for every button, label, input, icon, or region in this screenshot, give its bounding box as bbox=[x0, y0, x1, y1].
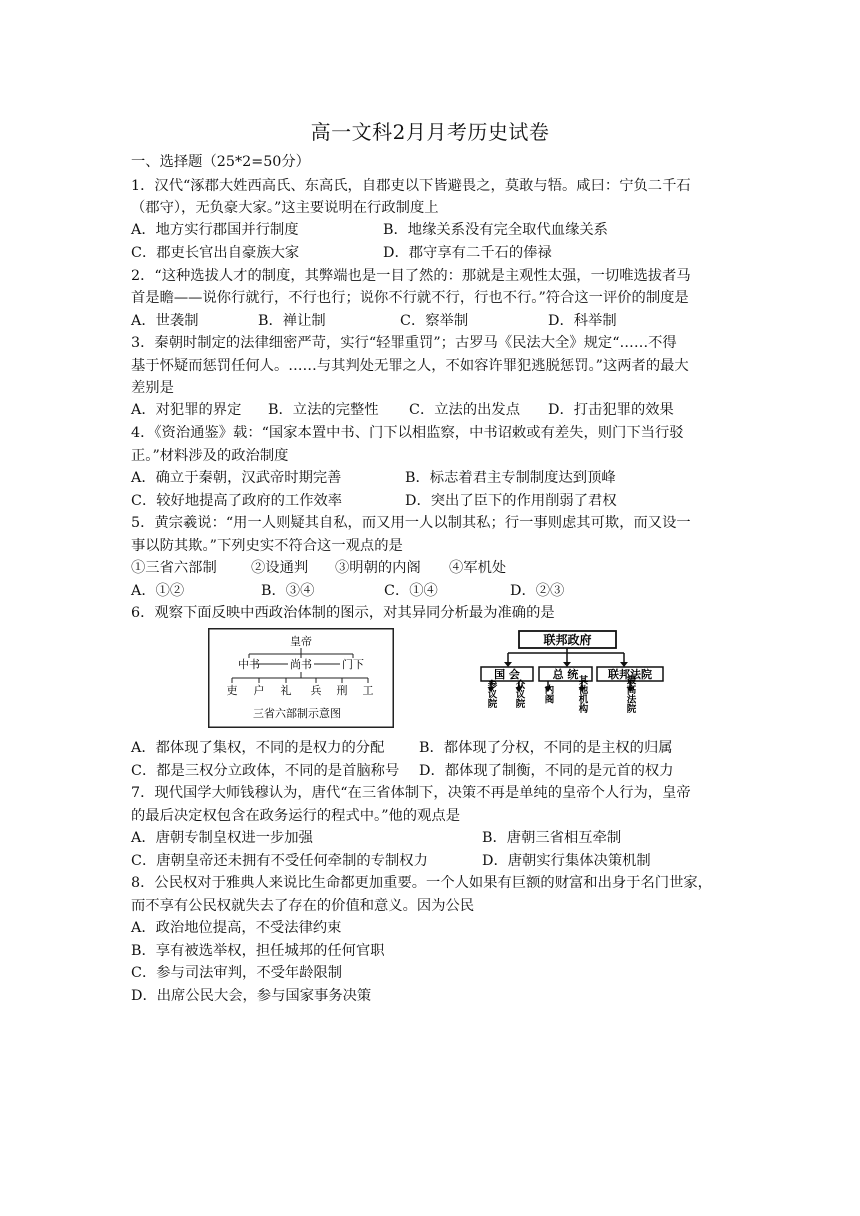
q5-stem-line-2: 事以防其欺。”下列史实不符合这一观点的是 bbox=[131, 538, 403, 554]
three-departments-diagram bbox=[208, 628, 394, 728]
diagram-congress-label: 国 会 bbox=[494, 668, 520, 681]
diagram-emperor-label: 皇帝 bbox=[290, 635, 312, 648]
q8-stem-line-1: 8．公民权对于雅典人来说比生命都更加重要。一个人如果有巨额的财富和出身于名门世家， bbox=[131, 875, 712, 891]
q6-option-c: C．都是三权分立政体，不同的是首脑称号 bbox=[131, 763, 400, 779]
diagram-cabinet-label: 内阁 bbox=[542, 684, 554, 704]
q1-option-c: C．郡吏长官出自豪族大家 bbox=[131, 245, 300, 261]
q6-option-b: B．都体现了分权，不同的是主权的归属 bbox=[419, 740, 673, 756]
q8-option-c: C．参与司法审判，不受年龄限制 bbox=[131, 965, 343, 981]
diagram-shangshu-label: 尚书 bbox=[290, 658, 312, 671]
diagram-federal-government-label: 联邦政府 bbox=[543, 633, 592, 647]
diagram-ministry-hu: 户 bbox=[253, 684, 265, 697]
q7-stem-line-2: 的最后决定权包含在政务运行的程式中。”他的观点是 bbox=[131, 808, 460, 824]
q5-item-4: ④军机处 bbox=[449, 560, 507, 576]
q7-option-d: D．唐朝实行集体决策机制 bbox=[482, 853, 651, 869]
q2-option-b: B．禅让制 bbox=[258, 313, 326, 329]
q3-stem-line-1: 3．秦朝时制定的法律细密严苛，实行“轻罪重罚”；古罗马《民法大全》规定“……不得 bbox=[131, 335, 677, 351]
diagram-ministry-li-rites: 礼 bbox=[280, 684, 292, 697]
diagram-menxia-label: 门下 bbox=[342, 658, 364, 671]
q4-stem-line-1: 4．《资治通鉴》载：“国家本置中书、门下以相监察，中书诏敕或有差失，则门下当行驳 bbox=[131, 425, 684, 441]
q5-stem-line-1: 5．黄宗羲说：“用一人则疑其自私，而又用一人以制其私；行一事则虑其可欺，而又设一 bbox=[131, 515, 691, 531]
federal-government-diagram bbox=[478, 628, 678, 728]
diagram-zhongshu-label: 中书 bbox=[238, 658, 260, 671]
q7-stem-line-1: 7．现代国学大师钱穆认为，唐代“在三省体制下，决策不再是单纯的皇帝个人行为，皇帝 bbox=[131, 785, 691, 801]
q3-option-d: D．打击犯罪的效果 bbox=[548, 402, 674, 418]
diagram-senate-label: 参议院 bbox=[485, 679, 497, 709]
q2-option-d: D．科举制 bbox=[548, 313, 617, 329]
section-heading: 一、选择题（25*2=50分） bbox=[131, 154, 310, 170]
diagram-ministry-xing: 刑 bbox=[336, 684, 348, 697]
q1-stem-line-2: （郡守），无负豪大家。”这主要说明在行政制度上 bbox=[131, 200, 439, 216]
q2-option-a: A．世袭制 bbox=[131, 313, 199, 329]
q4-option-d: D．突出了臣下的作用削弱了君权 bbox=[405, 493, 617, 509]
diagram-federal-court-label: 联邦法院 bbox=[608, 668, 652, 681]
q7-option-c: C．唐朝皇帝还未拥有不受任何牵制的专制权力 bbox=[131, 853, 428, 869]
q5-option-b: B．③④ bbox=[261, 583, 315, 599]
q3-stem-line-3: 差别是 bbox=[131, 380, 174, 396]
q2-stem-line-1: 2．“这种选拔人才的制度，其弊端也是一目了然的：那就是主观性太强，一切唯选拔者马 bbox=[131, 268, 691, 284]
q1-stem-line-1: 1．汉代“涿郡大姓西高氏、东高氏，自郡吏以下皆避畏之，莫敢与牾。咸曰：宁负二千石 bbox=[131, 178, 691, 194]
q4-option-c: C．较好地提高了政府的工作效率 bbox=[131, 493, 343, 509]
diagram-ministry-gong: 工 bbox=[362, 684, 374, 697]
q8-option-b: B．享有被选举权，担任城邦的任何官职 bbox=[131, 943, 385, 959]
q3-stem-line-2: 基于怀疑而惩罚任何人。……与其判处无罪之人，不如容许罪犯逃脱惩罚。”这两者的最大 bbox=[131, 358, 689, 374]
q8-option-d: D．出席公民大会，参与国家事务决策 bbox=[131, 988, 372, 1004]
diagram-caption: 三省六部制示意图 bbox=[253, 707, 341, 720]
diagram-ministry-li-personnel: 吏 bbox=[226, 684, 238, 697]
q2-stem-line-2: 首是瞻——说你行就行，不行也行；说你不行就不行，行也不行。”符合这一评价的制度是 bbox=[131, 290, 689, 306]
q5-item-1: ①三省六部制 bbox=[131, 560, 217, 576]
diagram-other-agencies-label: 其他机构 bbox=[576, 675, 588, 713]
q6-stem: 6．观察下面反映中西政治体制的图示，对其异同分析最为准确的是 bbox=[131, 605, 555, 621]
q3-option-c: C．立法的出发点 bbox=[409, 402, 521, 418]
q8-option-a: A．政治地位提高，不受法律约束 bbox=[131, 920, 342, 936]
q5-option-c: C．①④ bbox=[384, 583, 438, 599]
q6-option-d: D．都体现了制衡，不同的是元首的权力 bbox=[419, 763, 674, 779]
q7-option-a: A．唐朝专制皇权进一步加强 bbox=[131, 830, 313, 846]
q6-option-a: A．都体现了集权，不同的是权力的分配 bbox=[131, 740, 385, 756]
diagram-president-label: 总 统 bbox=[552, 668, 579, 681]
q1-option-d: D．郡守享有二千石的俸禄 bbox=[383, 245, 552, 261]
q4-option-a: A．确立于秦朝，汉武帝时期完善 bbox=[131, 470, 342, 486]
q1-option-b: B．地缘关系没有完全取代血缘关系 bbox=[383, 222, 608, 238]
diagram-ministry-bing: 兵 bbox=[310, 684, 322, 697]
q2-option-c: C．察举制 bbox=[400, 313, 469, 329]
q4-stem-line-2: 正。”材料涉及的政治制度 bbox=[131, 448, 289, 464]
q4-option-b: B．标志着君主专制制度达到顶峰 bbox=[405, 470, 616, 486]
q5-item-2: ②设通判 bbox=[251, 560, 309, 576]
page-title: 高一文科2月月考历史试卷 bbox=[310, 120, 550, 144]
q5-item-3: ③明朝的内阁 bbox=[335, 560, 421, 576]
q3-option-b: B．立法的完整性 bbox=[268, 402, 379, 418]
q3-option-a: A．对犯罪的界定 bbox=[131, 402, 242, 418]
q1-option-a: A．地方实行郡国并行制度 bbox=[131, 222, 299, 238]
q5-option-d: D．②③ bbox=[510, 583, 565, 599]
q8-stem-line-2: 而不享有公民权就失去了存在的价值和意义。因为公民 bbox=[131, 898, 475, 914]
diagram-supreme-court-label: 最高法院 bbox=[624, 675, 636, 713]
q7-option-b: B．唐朝三省相互牵制 bbox=[482, 830, 622, 846]
q5-option-a: A．①② bbox=[131, 583, 185, 599]
diagram-house-label: 众议院 bbox=[513, 679, 525, 709]
